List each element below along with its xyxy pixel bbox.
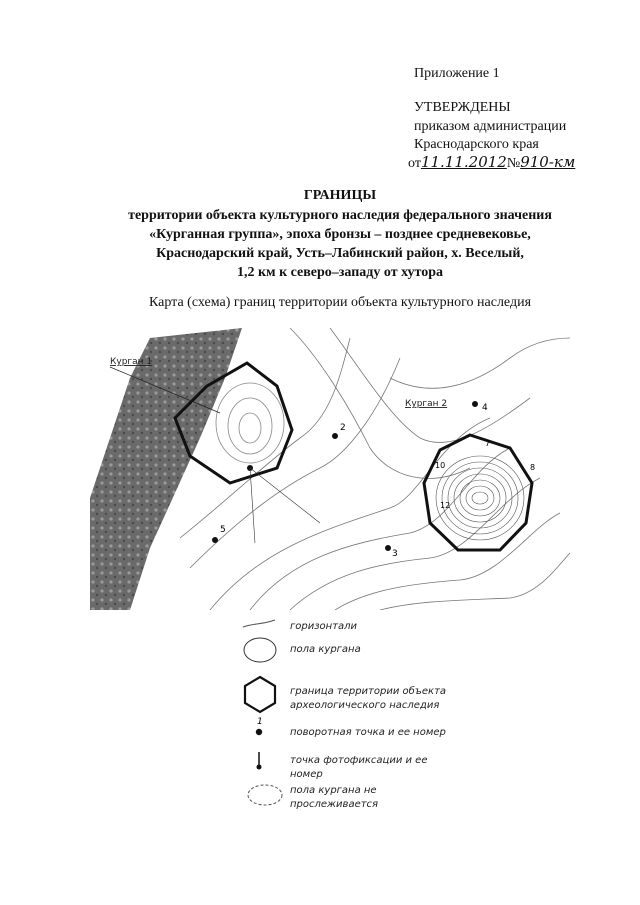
- approval-date-line: [408, 153, 575, 173]
- handwritten-date: 11.11.2012: [420, 153, 507, 171]
- date-prefix: от: [408, 156, 421, 171]
- vertex-label-10: 10: [435, 461, 446, 470]
- boundary-hexagon-icon: [245, 677, 275, 712]
- appendix-label: Приложение 1: [414, 66, 500, 81]
- legend-item-photo-point: точка фотофиксации и ее номер: [290, 755, 428, 780]
- dark-terrain-area: [90, 328, 242, 610]
- number-prefix: №: [506, 156, 521, 171]
- legend-item-turning-point: поворотная точка и ее номер: [290, 727, 446, 738]
- point-label-4: 4: [482, 403, 488, 413]
- document-title: ГРАНИЦЫ: [303, 188, 377, 203]
- turning-point-icon: [256, 729, 262, 735]
- heading-line-3: Краснодарский край, Усть–Лабинский район, х. Веселый,: [156, 246, 524, 261]
- legend-item-no-floor: пола кургана не прослеживается: [290, 785, 379, 810]
- point-label-5: 5: [220, 525, 226, 535]
- approved-label: УТВЕРЖДЕНЫ: [414, 100, 511, 115]
- kurgan-2-label: Курган 2: [405, 399, 448, 409]
- kurgan-floor-circle-icon: [244, 638, 276, 662]
- turning-point-number: 1: [257, 717, 263, 727]
- point-label-2: 2: [340, 423, 346, 433]
- handwritten-number: 910-км: [520, 153, 576, 171]
- contour-line-icon: [243, 620, 275, 627]
- kurgan-2-boundary: [424, 435, 532, 550]
- legend-icons: [235, 615, 295, 815]
- kurgan-1-contours: [216, 383, 284, 463]
- vertex-label-12: 12: [440, 501, 451, 510]
- approval-line-2: Краснодарского края: [414, 137, 539, 152]
- heading-line-4: 1,2 км к северо–западу от хутора: [236, 265, 444, 280]
- point-label-3: 3: [392, 549, 398, 559]
- kurgan-1-label: Курган 1: [110, 357, 153, 367]
- legend-item-boundary: граница территории объекта археологического наследия: [290, 686, 447, 711]
- legend-item-kurgan-floor: пола кургана: [290, 644, 361, 655]
- heading-line-2: «Курганная группа», эпоха бронзы – позднее средневековье,: [149, 227, 531, 242]
- map-subtitle: Карта (схема) границ территории объекта культурного наследия: [148, 295, 532, 310]
- vertex-label-7: 7: [485, 439, 491, 448]
- legend-item-contours: горизонтали: [290, 621, 358, 632]
- dashed-circle-icon: [248, 785, 282, 805]
- heading-line-1: территории объекта культурного наследия федерального значения: [128, 208, 552, 223]
- boundary-map: [90, 318, 570, 610]
- approval-line-1: приказом администрации: [414, 119, 567, 134]
- vertex-label-8: 8: [530, 463, 536, 472]
- kurgan-2-contours: [436, 456, 524, 540]
